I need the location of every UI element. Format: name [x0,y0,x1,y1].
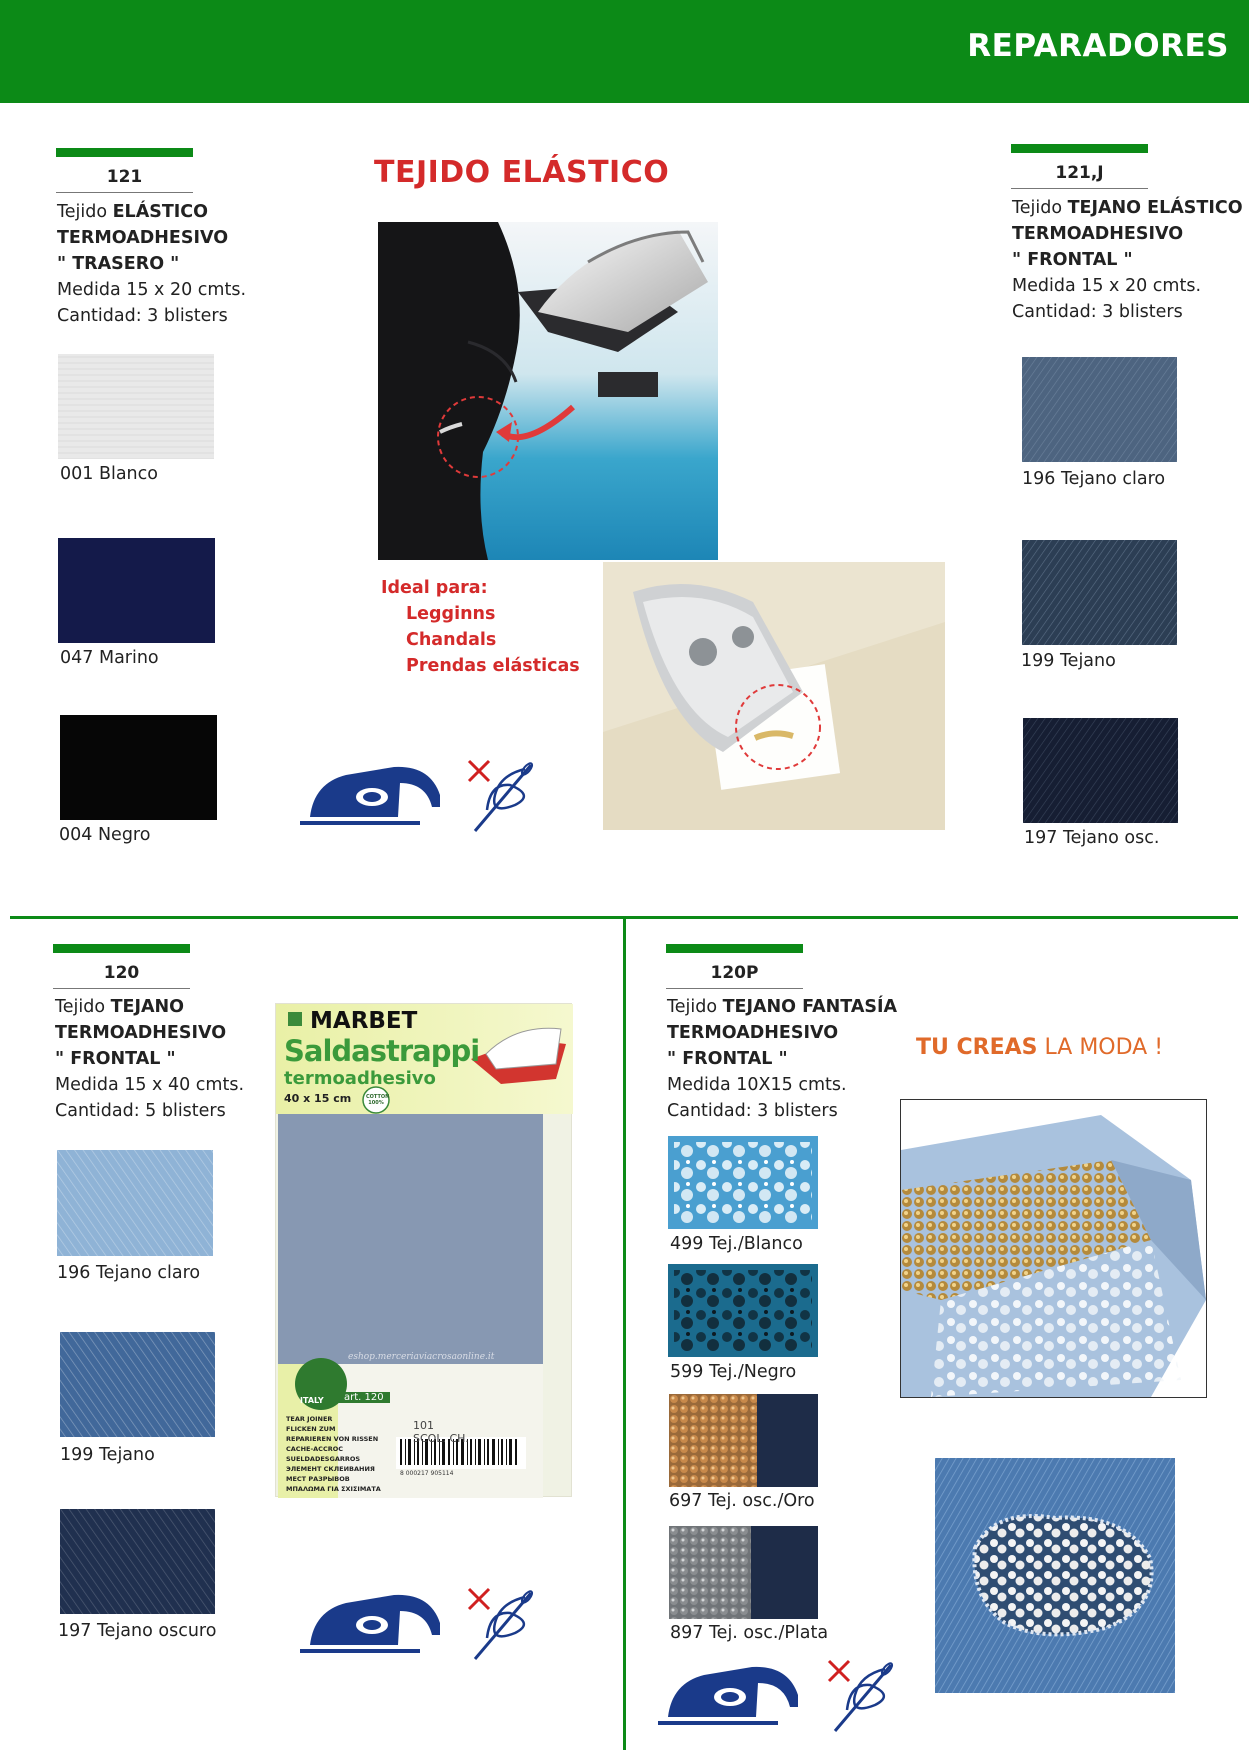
desc-line: " TRASERO " [57,254,180,274]
product-description [55,994,244,1124]
section-divider-vertical [623,918,626,1750]
product-code: 120 [53,953,190,989]
product-code-box [666,944,803,989]
fabric-swatch-light-denim [1022,357,1177,462]
swatch-label: 197 Tejano osc. [1024,828,1160,848]
swatch-image [1022,357,1177,462]
fabric-swatch-sequin-gold [669,1394,818,1487]
package-art: art. 120 [338,1392,390,1403]
swatch-label: 499 Tej./Blanco [670,1234,803,1254]
swatch-image [1023,718,1178,823]
swatch-image [60,715,217,820]
fabric-swatch-dark-denim [1023,718,1178,823]
iron-patch-illustration [603,562,945,830]
swatch-image [57,1150,213,1256]
desc-line: TERMOADHESIVO [1012,224,1184,244]
swatch-label: 004 Negro [59,825,151,845]
swatch-label: 697 Tej. osc./Oro [669,1491,815,1511]
leggings-photo [378,222,718,560]
fabric-swatch-navy [58,538,215,643]
swatch-label: 599 Tej./Negro [670,1362,797,1382]
swatch-image [669,1394,818,1487]
sequin-fabric-illustration [901,1100,1206,1397]
desc-line: TERMOADHESIVO [57,228,229,248]
desc-line: TERMOADHESIVO [55,1023,227,1043]
swatch-image [60,1509,215,1614]
swatch-label: 047 Marino [60,648,159,668]
package-subname: termoadhesivo [284,1068,436,1089]
sequin-fabric-photo [900,1099,1207,1398]
desc-line: " FRONTAL " [667,1049,788,1069]
desc-line: Cantidad: 3 blisters [1012,302,1183,322]
fabric-swatch-denim [1022,540,1177,645]
ideal-heading: Ideal para: [381,578,488,598]
desc-line: " FRONTAL " [55,1049,176,1069]
swatch-label: 199 Tejano [1021,651,1116,671]
product-description [57,199,246,329]
desc-line: Tejido TEJANO ELÁSTICO [1012,198,1243,218]
swatch-image [60,1332,215,1437]
product-description [667,994,897,1124]
desc-line: Medida 15 x 40 cmts. [55,1075,245,1095]
product-code: 120P [666,953,803,989]
ideal-item: Prendas elásticas [406,656,580,676]
iron-icon [300,1583,455,1661]
no-sewing-icon [465,1583,540,1663]
swatch-image [668,1136,818,1229]
desc-line: Medida 10X15 cmts. [667,1075,847,1095]
desc-line: Cantidad: 3 blisters [667,1101,838,1121]
package-name: Saldastrappi [284,1034,480,1068]
fabric-swatch-black [60,715,217,820]
product-code-box [53,944,190,989]
package-ref: 101 [413,1419,434,1432]
fabric-swatch-denim [60,1332,215,1437]
swatch-label: 197 Tejano oscuro [58,1621,217,1641]
promo-title: TEJIDO ELÁSTICO [374,155,670,190]
fabric-swatch-light-denim [57,1150,213,1256]
ideal-item: Legginns [406,604,496,624]
swatch-image [1022,540,1177,645]
lace-patch-illustration [935,1458,1175,1693]
package-barcode-number: 8 000217 905114 [400,1470,454,1477]
ideal-item: Chandals [406,630,497,650]
desc-line: Tejido TEJANO FANTASÍA [667,997,898,1017]
package-brand: MARBET [310,1008,418,1034]
fabric-swatch-dark-denim [60,1509,215,1614]
code-accent-bar [1011,144,1148,153]
package-country: ITALY [300,1396,324,1405]
iron-icon [300,755,455,833]
code-accent-bar [56,148,193,157]
desc-line: Medida 15 x 20 cmts. [1012,276,1202,296]
swatch-label: 196 Tejano claro [1022,469,1166,489]
swatch-label: 001 Blanco [60,464,158,484]
swatch-label: 897 Tej. osc./Plata [670,1623,829,1643]
product-description [1012,195,1243,325]
product-code: 121 [56,157,193,193]
swatch-label: 196 Tejano claro [57,1263,201,1283]
code-accent-bar [666,944,803,953]
swatch-image [58,354,214,459]
no-sewing-icon [825,1655,900,1735]
desc-line: Cantidad: 5 blisters [55,1101,226,1121]
code-accent-bar [53,944,190,953]
swatch-image [669,1526,818,1619]
desc-line: TERMOADHESIVO [667,1023,839,1043]
desc-line: Cantidad: 3 blisters [57,306,228,326]
iron-icon [658,1655,813,1733]
desc-line: " FRONTAL " [1012,250,1133,270]
package-ref2: SCOL. CH. [413,1432,469,1445]
package-size: 40 x 15 cm [284,1092,352,1105]
desc-line: Medida 15 x 20 cmts. [57,280,247,300]
slogan: TU CREAS LA MODA ! [916,1035,1164,1060]
fabric-swatch-sequin-silver [669,1526,818,1619]
cotton-badge: COTTON 100% [366,1094,390,1106]
fabric-swatch-lace-white [668,1136,818,1229]
package-languages: TEAR JOINER FLICKEN ZUM REPARIEREN VON RISSEN CACHE-ACCROC SUELDADESGARROS ЭЛЕМЕНТ СКЛЕИВАНИЯ МЕСТ РАЗРЫВОВ ΜΠΑΛΩΜΑ ΓΙΑ ΣΧΙΣΙΜΑΤΑ [286,1415,381,1493]
package-site: eshop.merceriaviacrosaonline.it [348,1352,495,1362]
page-header [0,0,1249,103]
leggings-illustration [378,222,718,560]
page-title: REPARADORES [967,28,1229,64]
lace-patch-photo [935,1458,1175,1693]
product-package [275,1003,572,1497]
product-code: 121,J [1011,153,1148,189]
swatch-image [668,1264,818,1357]
no-sewing-icon [465,755,540,835]
product-code-box [1011,144,1148,189]
fabric-swatch-white [58,354,214,459]
product-code-box [56,148,193,193]
swatch-label: 199 Tejano [60,1445,155,1465]
ideal-for-list [381,575,580,679]
iron-patch-photo [603,562,945,830]
desc-line: Tejido ELÁSTICO [57,202,209,222]
desc-line: Tejido TEJANO [55,997,185,1017]
swatch-image [58,538,215,643]
fabric-swatch-lace-black [668,1264,818,1357]
